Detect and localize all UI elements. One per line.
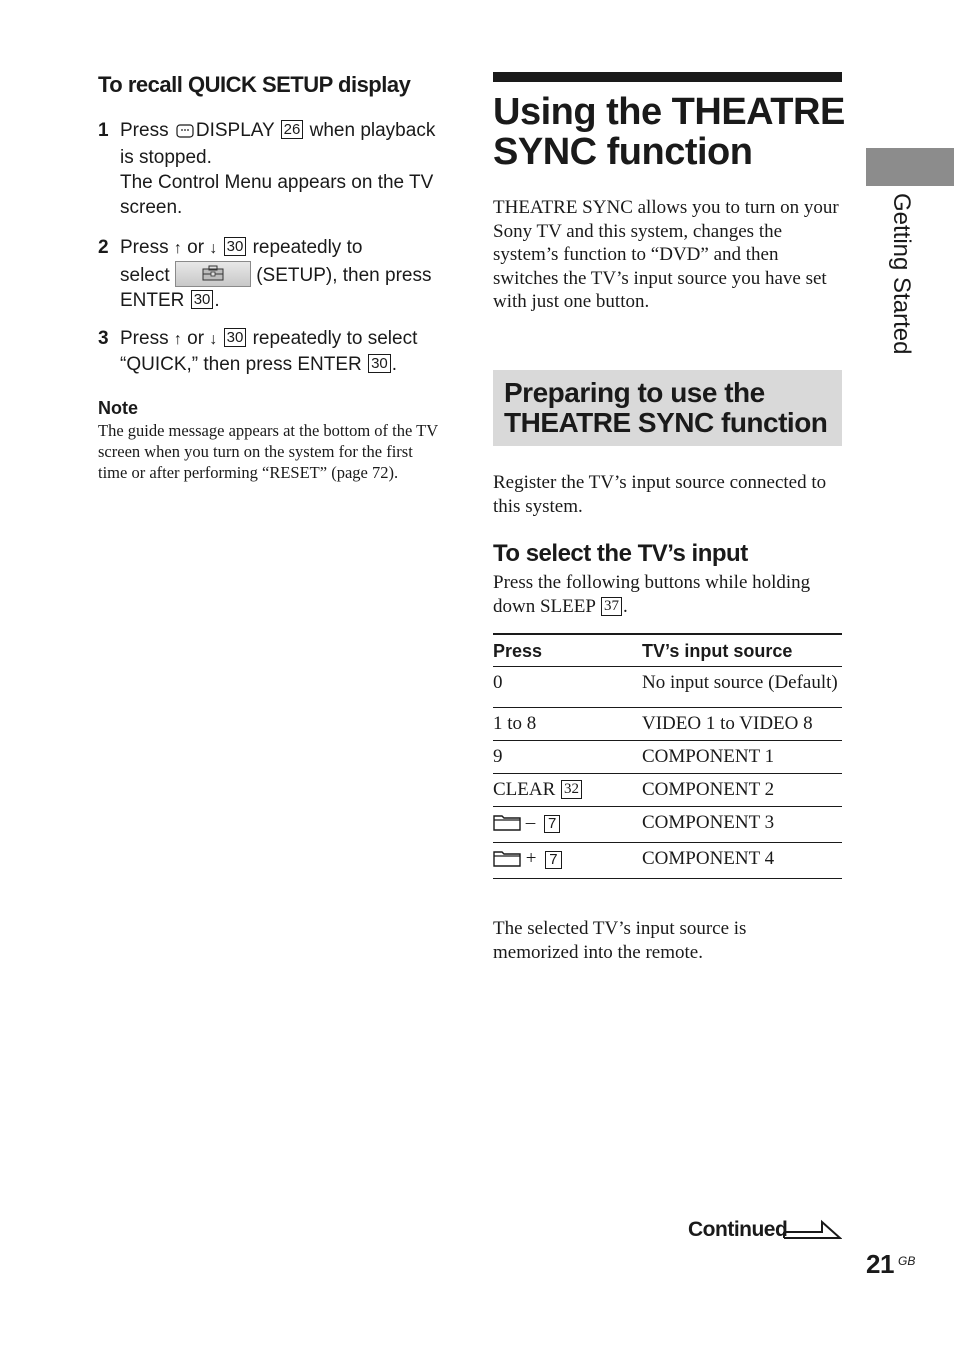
step-text: . — [214, 290, 220, 311]
table-row — [493, 774, 842, 807]
step-number: 2 — [98, 237, 109, 258]
table-row — [493, 667, 842, 708]
button-number-badge: 30 — [224, 328, 247, 347]
step-text: repeatedly to select — [252, 328, 418, 349]
step-text: repeatedly to — [252, 237, 363, 258]
press-cell — [493, 843, 642, 879]
setup-toolbox-icon — [175, 261, 251, 287]
table-row — [493, 741, 842, 774]
source-cell: No input source (Default) — [642, 667, 842, 708]
press-sign: + — [525, 848, 537, 869]
press-text: CLEAR — [493, 779, 556, 800]
step-2 — [98, 235, 448, 313]
chapter-tab-marker — [866, 148, 954, 186]
select-input-heading: To select the TV’s input — [493, 540, 748, 567]
source-cell: COMPONENT 4 — [642, 843, 842, 879]
continued-arrow-icon — [782, 1218, 842, 1249]
source-cell: COMPONENT 1 — [642, 741, 842, 774]
step-text: DISPLAY — [195, 120, 275, 141]
select-input-paragraph — [493, 571, 845, 619]
paragraph-text: Press the following buttons while holding down SLEEP — [493, 572, 811, 617]
column-header-press: Press — [493, 634, 642, 667]
key-badge: 7 — [545, 851, 561, 869]
step-text: . — [391, 354, 398, 375]
press-cell — [493, 774, 642, 807]
chapter-tab-label: Getting Started — [888, 193, 915, 355]
memorized-paragraph: The selected TV’s input source is memorized into the remote. — [493, 918, 747, 963]
section-heading-quick-setup: To recall QUICK SETUP display — [98, 72, 411, 97]
button-number-badge: 30 — [368, 354, 391, 373]
table-row — [493, 807, 842, 843]
table-row — [493, 708, 842, 741]
key-badge: 7 — [544, 815, 560, 833]
table-row — [493, 843, 842, 879]
up-arrow-icon: ↑ — [173, 331, 182, 348]
step-1 — [98, 118, 448, 220]
continued-label: Continued — [688, 1218, 788, 1241]
step-text: Press — [120, 328, 169, 349]
button-number-badge: 30 — [191, 290, 214, 309]
press-cell: 9 — [493, 741, 642, 774]
note-title: Note — [98, 398, 138, 418]
step-text: is stopped. — [120, 147, 212, 168]
step-number: 3 — [98, 328, 109, 349]
source-cell: COMPONENT 3 — [642, 807, 842, 843]
page-number: 21 — [866, 1249, 894, 1279]
step-3 — [98, 326, 448, 377]
step-text: Press — [120, 120, 169, 141]
step-text: “QUICK,” then press ENTER — [120, 354, 362, 375]
folder-icon — [493, 813, 521, 837]
button-number-badge: 26 — [281, 120, 304, 139]
step-text: when playback — [309, 120, 436, 141]
press-cell — [493, 807, 642, 843]
page-suffix: GB — [898, 1254, 916, 1268]
step-text: select — [120, 265, 170, 286]
button-number-badge: 37 — [601, 597, 622, 616]
step-text: or — [187, 328, 205, 349]
note-text: The guide message appears at the bottom of the TV screen when you turn on the system for the first time or after performing “RESET” (page 72). — [98, 421, 438, 482]
source-cell: COMPONENT 2 — [642, 774, 842, 807]
page-title: Using the THEATRE SYNC function — [493, 91, 845, 173]
press-sign: – — [525, 812, 536, 833]
step-text: or — [187, 237, 205, 258]
step-text: ENTER — [120, 290, 185, 311]
button-number-badge: 30 — [224, 237, 247, 256]
table-header-row — [493, 634, 842, 667]
down-arrow-icon: ↓ — [209, 331, 218, 348]
step-number: 1 — [98, 120, 109, 141]
down-arrow-icon: ↓ — [209, 240, 218, 257]
button-number-badge: 32 — [561, 780, 582, 799]
folder-icon — [493, 849, 521, 873]
step-text: Press — [120, 237, 169, 258]
intro-paragraph: THEATRE SYNC allows you to turn on your Sony TV and this system, changes the system’s function to “DVD” and then switches the TV’s input source you have set with just one button. — [493, 197, 839, 312]
display-button-icon — [176, 120, 194, 145]
press-cell: 1 to 8 — [493, 708, 642, 741]
subsection-heading: Preparing to use the THEATRE SYNC function — [504, 377, 828, 438]
step-text: The Control Menu appears on the TV screen. — [120, 172, 434, 218]
paragraph-text: . — [622, 596, 628, 617]
source-cell: VIDEO 1 to VIDEO 8 — [642, 708, 842, 741]
up-arrow-icon: ↑ — [173, 240, 182, 257]
press-cell: 0 — [493, 667, 642, 708]
input-source-table — [493, 633, 842, 879]
register-paragraph: Register the TV’s input source connected to this system. — [493, 472, 827, 517]
title-rule — [493, 72, 842, 82]
column-header-source: TV’s input source — [642, 634, 842, 667]
step-text: (SETUP), then press — [256, 265, 432, 286]
